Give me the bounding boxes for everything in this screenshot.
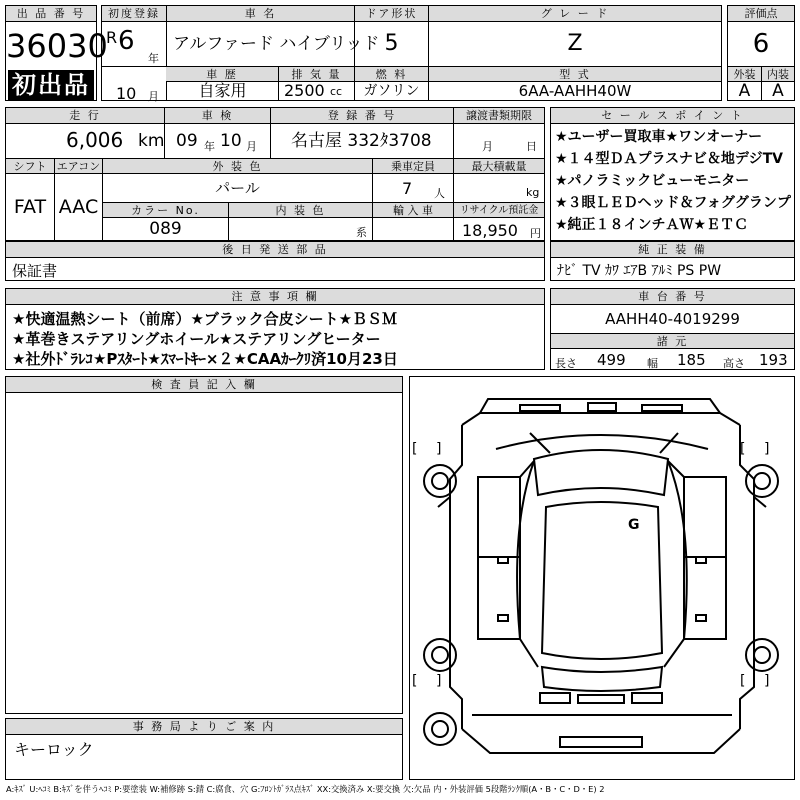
bracket-left-1: [ [412, 441, 418, 457]
caution-line-1: ★快適温熱シート（前席）★ブラック合皮シート★ＢＳＭ [12, 310, 398, 328]
first-reg-month: 10 [116, 84, 137, 103]
car-outline [410, 377, 794, 779]
score-int-value: A [761, 82, 794, 100]
height-value: 193 [759, 351, 788, 369]
chassis-value: AAHH40-4019299 [605, 310, 740, 328]
mileage-header: 走 行 [6, 108, 164, 124]
chassis-header: 車 台 番 号 [551, 289, 794, 305]
first-listing-badge: 初出品 [8, 70, 94, 100]
inspection-year: 09 [176, 131, 198, 151]
grade-value: Z [428, 22, 721, 66]
caution-line-2: ★革巻きステアリングホイール★ステアリングヒーター [12, 330, 381, 348]
sales-points-header: セ ー ル ス ポ イ ン ト [551, 108, 794, 124]
lot-box [5, 5, 108, 101]
shift-header: シフト [6, 158, 54, 174]
inspection-month: 10 [220, 131, 242, 151]
plate-header: 登 録 番 号 [270, 108, 453, 124]
doors-value: 5 [354, 22, 428, 66]
caution-line-3: ★社外ﾄﾞﾗﾚｺ★Pｽﾀｰﾄ★ｽﾏｰﾄｷｰ×２★CAAｶｰｸﾘ済10月23日 [12, 350, 398, 368]
name-header: 車 名 [166, 6, 354, 22]
exterior-value: パール [102, 174, 372, 202]
later-parts-value: 保証書 [12, 262, 58, 280]
bracket-left-2: [ [740, 441, 746, 457]
bracket-right-1: ] [436, 441, 442, 457]
plate-value: 名古屋 332ﾀ3708 [270, 124, 453, 158]
equipment-value: ﾅﾋﾞ TV ｶﾜ ｴｱB ｱﾙﾐ PS PW [557, 263, 722, 279]
displacement-unit: cc [330, 85, 343, 98]
car-diagram [409, 376, 795, 780]
width-value: 185 [677, 351, 706, 369]
office-value: キーロック [14, 740, 94, 759]
score-ext-value: A [738, 81, 751, 101]
interior-cell [228, 218, 372, 240]
bracket-right-4: ] [764, 673, 770, 689]
height-label: 高さ [723, 357, 745, 370]
displacement-value: 2500 [284, 81, 325, 100]
transfer-day: 日 [526, 140, 537, 153]
mileage-unit: km [138, 131, 165, 151]
length-label: 長さ [555, 357, 577, 370]
recycle-header: リサイクル預託金 [453, 202, 544, 218]
later-parts-box [5, 241, 545, 281]
equipment-header: 純 正 装 備 [551, 242, 794, 258]
recycle-unit: 円 [530, 227, 541, 240]
sales-point-2: ★１４型ＤＡプラスナビ＆地デジTV [555, 151, 783, 167]
score-int-label: 内装 [761, 66, 794, 82]
top-table [101, 5, 722, 101]
score-value: 6 [752, 29, 770, 59]
bracket-left-4: [ [740, 673, 746, 689]
spec-table [5, 107, 545, 241]
model-header: 型 式 [428, 66, 721, 82]
name-value: アルファード ハイブリッド [166, 22, 354, 66]
capacity-value: 7 [402, 179, 413, 198]
first-reg-year-unit: 年 [148, 52, 159, 65]
score-header: 評価点 [728, 6, 794, 22]
aircon-value: AAC [54, 174, 102, 240]
displacement-header: 排 気 量 [278, 66, 354, 82]
sales-point-5: ★純正１８インチＡＷ★ＥＴＣ [555, 217, 749, 233]
exterior-header: 外 装 色 [102, 158, 372, 174]
import-cell [372, 218, 453, 240]
import-header: 輸 入 車 [372, 202, 453, 218]
sales-point-1: ★ユーザー買取車★ワンオーナー [555, 129, 763, 145]
transfer-month: 月 [482, 140, 493, 153]
first-reg-year: 6 [118, 26, 135, 56]
doors-header: ドア形状 [354, 6, 428, 22]
lot-header: 出 品 番 号 [6, 6, 96, 22]
caution-box [5, 288, 545, 370]
width-label: 幅 [647, 357, 658, 370]
capacity-unit: 人 [434, 187, 445, 200]
sales-point-3: ★パノラミックビューモニター [555, 173, 750, 189]
interior-header: 内 装 色 [228, 202, 372, 218]
bracket-left-3: [ [412, 673, 418, 689]
office-header: 事 務 局 よ り ご 案 内 [6, 719, 402, 735]
sales-point-4: ★３眼ＬＥＤヘッド＆フォググランプ [555, 195, 791, 211]
inspector-header: 検 査 員 記 入 欄 [6, 377, 402, 393]
length-value: 499 [597, 351, 626, 369]
history-header: 車 歴 [166, 66, 278, 82]
office-box [5, 718, 403, 780]
grade-header: グ レ ー ド [428, 6, 721, 22]
history-value: 自家用 [166, 82, 278, 100]
bracket-right-2: ] [764, 441, 770, 457]
fuel-value: ガソリン [354, 82, 428, 100]
transfer-header: 譲渡書類期限 [453, 108, 544, 124]
legend: A:ｷｽﾞ U:ﾍｺﾐ B:ｷｽﾞを伴うﾍｺﾐ P:要塗装 W:補修跡 S:錆 C:腐食、穴 G:ﾌﾛﾝﾄｶﾞﾗｽ点ｷｽﾞ XX:交換済み X:要交換 欠:欠品 内・外装評価 5段階ﾗﾝｸ順(A・B・C・D・E) 2 [6, 784, 605, 794]
interior-unit: 系 [356, 226, 367, 239]
equipment-box [550, 241, 795, 281]
score-box [727, 5, 795, 101]
load-unit: kg [526, 186, 540, 199]
inspection-year-unit: 年 [204, 140, 215, 153]
dims-header: 諸 元 [551, 333, 794, 349]
inspection-month-unit: 月 [246, 140, 257, 153]
load-header: 最大積載量 [453, 158, 544, 174]
first-reg-header: 初度登録 [102, 6, 166, 22]
score-ext-label: 外装 [728, 66, 761, 82]
damage-mark-g: G [628, 517, 640, 533]
color-no-value: 089 [102, 218, 228, 240]
mileage-value: 6,006 [66, 128, 124, 152]
inspection-header: 車 検 [164, 108, 270, 124]
bracket-right-3: ] [436, 673, 442, 689]
model-value: 6AA-AAHH40W [428, 82, 721, 100]
recycle-value: 18,950 [462, 221, 518, 240]
inspector-box [5, 376, 403, 714]
caution-header: 注 意 事 項 欄 [6, 289, 544, 305]
chassis-box [550, 288, 795, 370]
first-reg-era: R [106, 28, 118, 47]
capacity-header: 乗車定員 [372, 158, 453, 174]
fuel-header: 燃 料 [354, 66, 428, 82]
later-parts-header: 後 日 発 送 部 品 [6, 242, 544, 258]
lot-number: 36030 [6, 27, 108, 65]
color-no-header: カラー No. [102, 202, 228, 218]
aircon-header: エアコン [54, 158, 102, 174]
shift-value: FAT [13, 196, 47, 218]
first-reg-month-unit: 月 [148, 90, 159, 103]
sales-points-box [550, 107, 795, 241]
